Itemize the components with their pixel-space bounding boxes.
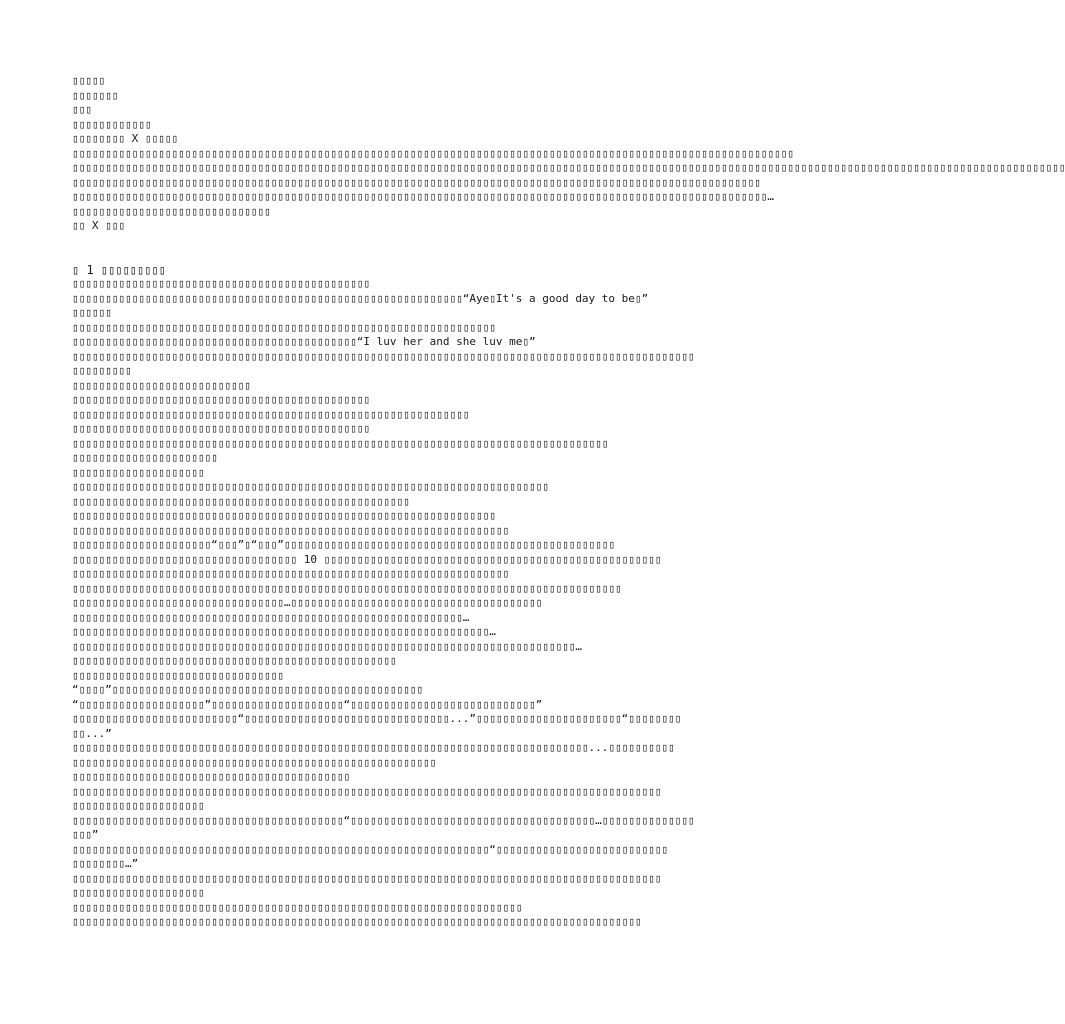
body-line: ▯▯▯▯▯▯▯▯▯▯▯▯▯▯▯▯▯▯▯▯▯▯▯▯▯▯▯▯▯▯▯▯▯▯▯▯▯▯▯▯▯▯▯▯▯▯▯▯▯▯▯▯▯▯▯▯▯▯▯▯▯▯▯▯▯▯ [72,567,510,580]
body-line: ▯▯▯▯▯▯▯▯▯▯▯▯▯▯▯▯▯▯▯▯▯▯▯▯▯▯▯▯▯▯▯▯▯▯▯▯▯▯▯▯▯▯▯“I luv her and she luv me▯” [72,335,536,348]
body-line: ▯▯▯▯▯▯▯▯▯▯▯▯▯▯▯▯▯▯▯▯▯▯▯▯▯▯▯▯▯▯▯▯▯▯▯▯▯▯▯▯▯▯▯▯▯▯▯▯▯▯▯▯▯▯▯▯▯▯▯▯▯▯▯▯▯▯▯▯▯▯▯▯▯▯▯▯▯▯▯▯▯▯▯▯▯▯▯▯▯ [72,784,662,798]
chapter-heading: ▯ 1 ▯▯▯▯▯▯▯▯▯ [72,262,166,277]
header-line: ▯▯▯▯▯ [72,74,106,87]
body-line: ▯▯▯▯▯▯▯▯▯▯▯▯▯▯▯▯▯▯▯▯▯▯▯▯▯▯▯▯▯▯▯▯▯▯▯▯▯▯▯▯▯▯▯▯▯▯▯▯▯▯▯▯▯▯▯▯▯▯▯▯▯▯▯“▯▯▯▯▯▯▯▯▯▯▯▯▯▯▯▯▯▯▯▯▯▯▯▯▯▯ [72,842,669,856]
body-line: ▯▯▯▯▯▯▯▯▯▯▯▯▯▯▯▯▯▯▯▯▯▯▯▯▯“▯▯▯▯▯▯▯▯▯▯▯▯▯▯▯▯▯▯▯▯▯▯▯▯▯▯▯▯▯▯▯...”▯▯▯▯▯▯▯▯▯▯▯▯▯▯▯▯▯▯▯▯▯▯“▯▯▯▯▯▯▯▯ [72,712,682,725]
body-line: ▯▯▯▯▯▯▯▯▯▯▯▯▯▯▯▯▯▯▯▯▯▯▯▯▯▯▯▯▯▯▯▯▯▯ 10 ▯▯▯▯▯▯▯▯▯▯▯▯▯▯▯▯▯▯▯▯▯▯▯▯▯▯▯▯▯▯▯▯▯▯▯▯▯▯▯▯▯▯▯▯▯▯▯▯▯▯▯ [72,552,662,566]
body-line: ▯▯▯▯▯▯▯▯▯▯▯▯▯▯▯▯▯▯▯▯▯▯▯▯▯▯▯▯▯▯▯▯▯▯▯▯▯▯▯▯▯▯▯▯▯▯▯▯▯▯▯▯▯▯▯▯▯▯▯▯▯▯▯▯ [72,509,496,522]
body-line: ▯▯▯▯▯▯▯▯▯▯▯▯▯▯▯▯▯▯▯▯▯▯▯▯▯▯▯▯▯▯▯▯▯▯▯▯▯▯▯▯▯▯▯▯▯▯▯▯▯▯▯▯▯▯▯▯▯▯▯“Aye▯It's a good day to be▯” [72,291,649,305]
header-line: ▯▯▯ [72,103,92,116]
body-line: ▯▯▯▯▯▯▯▯▯▯▯▯▯▯▯▯▯▯▯▯▯▯▯▯▯▯▯▯▯▯▯▯▯▯▯▯▯▯▯▯▯▯▯▯▯▯▯▯▯▯▯▯▯▯▯▯▯▯▯▯ [72,407,470,421]
header-line: ▯▯▯▯▯▯▯▯▯▯▯▯ [72,117,152,131]
body-line: ▯▯▯▯▯▯▯▯▯▯▯▯▯▯▯▯▯▯▯▯ [72,799,205,812]
body-line: ▯▯▯▯▯▯▯▯▯▯▯▯▯▯▯▯▯▯▯▯ [72,886,205,899]
body-line: ▯▯▯▯▯▯▯▯▯▯▯▯▯▯▯▯▯▯▯▯▯▯▯▯▯▯▯▯▯▯▯▯▯▯▯▯▯▯▯▯▯▯ [72,770,351,783]
body-line: ▯▯▯▯▯▯▯▯▯▯▯▯▯▯▯▯▯▯▯▯▯▯▯▯▯▯▯▯▯▯▯▯▯▯▯▯▯▯▯▯▯▯▯▯▯▯▯▯▯▯▯ [72,494,410,508]
header-line: ▯▯▯▯▯▯▯▯▯▯▯▯▯▯▯▯▯▯▯▯▯▯▯▯▯▯▯▯▯▯ [72,204,271,218]
body-line: ▯▯▯▯▯▯▯▯▯▯▯▯▯▯▯▯▯▯▯▯▯▯ [72,451,218,464]
body-line: ▯▯▯▯▯▯▯▯▯▯▯▯▯▯▯▯▯▯▯▯▯▯▯▯▯▯▯▯▯▯▯▯▯▯▯▯▯▯▯▯▯▯▯▯▯▯▯▯▯▯▯▯▯▯▯▯▯▯▯▯▯▯▯▯▯▯▯▯▯▯▯▯ [72,480,549,493]
body-line: ▯▯▯▯▯▯▯▯▯ [72,364,132,377]
body-line: ▯▯▯▯▯▯▯▯▯▯▯▯▯▯▯▯▯▯▯▯ [72,465,205,479]
body-line: ▯▯▯▯▯▯▯▯▯▯▯▯▯▯▯▯▯▯▯▯▯▯▯▯▯▯▯▯▯▯▯▯▯▯▯▯▯▯▯▯▯▯▯▯▯▯▯▯▯▯▯▯▯▯▯▯▯▯▯▯▯▯▯▯▯▯▯▯ [72,900,523,914]
body-line: ▯▯▯▯▯▯▯▯▯▯▯▯▯▯▯▯▯▯▯▯▯▯▯▯▯▯▯▯▯▯▯▯▯▯▯▯▯▯▯▯▯▯▯▯▯▯▯▯▯▯▯▯▯▯▯▯▯▯▯▯▯▯▯▯▯▯▯▯▯▯▯▯▯▯▯▯▯▯▯▯▯▯▯▯▯▯▯▯▯▯▯▯▯▯ [72,349,695,363]
body-line: ▯▯▯▯▯▯▯▯▯▯▯▯▯▯▯▯▯▯▯▯▯▯▯▯▯▯▯▯▯▯▯▯▯▯▯▯▯▯▯▯▯▯▯▯▯▯▯▯▯▯▯▯▯▯▯▯▯▯▯… [72,610,470,624]
header-line: ▯▯▯▯▯▯▯▯ X ▯▯▯▯▯ [72,132,178,145]
section-gap [72,234,712,263]
header-line: ▯▯▯▯▯▯▯▯▯▯▯▯▯▯▯▯▯▯▯▯▯▯▯▯▯▯▯▯▯▯▯▯▯▯▯▯▯▯▯▯▯▯▯▯▯▯▯▯▯▯▯▯▯▯▯▯▯▯▯▯▯▯▯▯▯▯▯▯▯▯▯▯▯▯▯▯▯▯▯▯▯▯▯▯▯▯▯▯▯▯▯▯▯▯▯▯▯▯▯▯▯▯▯▯▯▯▯▯▯ [72,146,794,160]
body-line: ▯▯▯▯▯▯▯▯…” [72,857,139,870]
body-line: ▯▯...” [72,726,112,740]
body-line: ▯▯▯” [72,828,99,841]
document-body [72,277,712,930]
header-line: ▯▯▯▯▯▯▯ [72,88,119,102]
header-line: ▯▯ X ▯▯▯ [72,219,125,232]
header-line: ▯▯▯▯▯▯▯▯▯▯▯▯▯▯▯▯▯▯▯▯▯▯▯▯▯▯▯▯▯▯▯▯▯▯▯▯▯▯▯▯▯▯▯▯▯▯▯▯▯▯▯▯▯▯▯▯▯▯▯▯▯▯▯▯▯▯▯▯▯▯▯▯▯▯▯▯▯▯▯▯▯▯▯▯▯▯▯▯▯▯▯▯▯▯▯▯▯▯▯▯▯▯▯▯▯… [72,190,774,203]
body-line: “▯▯▯▯”▯▯▯▯▯▯▯▯▯▯▯▯▯▯▯▯▯▯▯▯▯▯▯▯▯▯▯▯▯▯▯▯▯▯▯▯▯▯▯▯▯▯▯▯▯▯▯ [72,683,423,696]
body-line: ▯▯▯▯▯▯▯▯▯▯▯▯▯▯▯▯▯▯▯▯▯▯▯▯▯▯▯▯▯▯▯▯▯▯▯▯▯▯▯▯▯▯▯▯▯▯▯▯▯▯▯▯▯▯▯▯▯▯▯▯▯▯▯▯▯▯▯▯▯▯▯▯▯▯▯▯… [72,639,582,653]
header-line: ▯▯▯▯▯▯▯▯▯▯▯▯▯▯▯▯▯▯▯▯▯▯▯▯▯▯▯▯▯▯▯▯▯▯▯▯▯▯▯▯▯▯▯▯▯▯▯▯▯▯▯▯▯▯▯▯▯▯▯▯▯▯▯▯▯▯▯▯▯▯▯▯▯▯▯▯▯▯▯▯▯▯▯▯▯▯▯▯▯▯▯▯▯▯▯▯▯▯▯▯▯▯▯▯▯▯▯▯▯▯▯▯▯▯▯▯▯▯▯▯▯▯▯▯▯▯▯▯▯▯▯▯▯▯▯▯▯▯▯▯▯▯▯▯▯▯▯▯▯▯ [72,161,1065,174]
body-line: ▯▯▯▯▯▯▯▯▯▯▯▯▯▯▯▯▯▯▯▯▯▯▯▯▯▯▯▯▯▯▯▯▯▯▯▯▯▯▯▯▯▯▯▯▯ [72,422,371,435]
body-line: ▯▯▯▯▯▯▯▯▯▯▯▯▯▯▯▯▯▯▯▯▯▯▯▯▯▯▯▯▯▯▯▯▯▯▯▯▯▯▯▯▯▯▯▯▯▯▯▯▯▯▯▯▯▯▯▯▯▯▯▯▯▯▯▯▯▯▯▯▯▯▯▯▯▯▯▯▯▯...▯▯▯▯▯▯▯▯▯▯ [72,741,675,754]
body-line: ▯▯▯▯▯▯▯▯▯▯▯▯▯▯▯▯▯▯▯▯▯▯▯▯▯▯▯▯▯▯▯▯▯▯▯▯▯▯▯▯▯▯▯▯▯▯▯▯▯▯▯▯▯▯▯▯▯▯▯▯▯▯▯▯▯▯▯▯▯▯▯▯▯▯▯▯▯▯▯▯▯ [72,436,609,450]
body-line: ▯▯▯▯▯▯▯▯▯▯▯▯▯▯▯▯▯▯▯▯▯▯▯▯▯▯▯▯▯▯▯▯▯▯▯▯▯▯▯▯▯▯▯▯▯▯▯▯▯▯▯▯▯▯▯▯▯▯▯▯▯▯▯▯▯▯▯▯▯▯▯▯▯▯▯▯▯▯▯▯▯▯▯ [72,581,622,595]
body-line: ▯▯▯▯▯▯▯▯▯▯▯▯▯▯▯▯▯▯▯▯▯▯▯▯▯▯▯▯▯▯▯▯▯▯▯▯▯▯▯▯▯“▯▯▯▯▯▯▯▯▯▯▯▯▯▯▯▯▯▯▯▯▯▯▯▯▯▯▯▯▯▯▯▯▯▯▯▯▯…▯▯▯▯▯▯▯▯▯▯▯▯▯▯ [72,813,695,827]
body-line: ▯▯▯▯▯▯▯▯▯▯▯▯▯▯▯▯▯▯▯▯▯▯▯▯▯▯▯▯▯▯▯▯ [72,668,284,682]
body-line: ▯▯▯▯▯▯▯▯▯▯▯▯▯▯▯▯▯▯▯▯▯▯▯▯▯▯▯▯▯▯▯▯▯▯▯▯▯▯▯▯▯▯▯▯▯▯▯▯▯▯▯▯▯▯▯ [72,755,437,769]
body-line: ▯▯▯▯▯▯▯▯▯▯▯▯▯▯▯▯▯▯▯▯▯▯▯▯▯▯▯▯▯▯▯▯▯▯▯▯▯▯▯▯▯▯▯▯▯▯▯▯▯▯▯▯▯▯▯▯▯▯▯▯▯▯▯▯ [72,320,496,334]
body-line: ▯▯▯▯▯▯▯▯▯▯▯▯▯▯▯▯▯▯▯▯▯▯▯▯▯▯▯▯▯▯▯▯▯▯▯▯▯▯▯▯▯▯▯▯▯▯▯▯▯▯▯▯▯▯▯▯▯▯▯▯▯▯▯▯▯▯ [72,523,510,537]
document-page [72,74,1065,930]
body-line: ▯▯▯▯▯▯▯▯▯▯▯▯▯▯▯▯▯▯▯▯▯“▯▯▯”▯“▯▯▯”▯▯▯▯▯▯▯▯▯▯▯▯▯▯▯▯▯▯▯▯▯▯▯▯▯▯▯▯▯▯▯▯▯▯▯▯▯▯▯▯▯▯▯▯▯▯▯▯▯▯ [72,538,616,551]
body-line: ▯▯▯▯▯▯▯▯▯▯▯▯▯▯▯▯▯▯▯▯▯▯▯▯▯▯▯▯▯▯▯▯…▯▯▯▯▯▯▯▯▯▯▯▯▯▯▯▯▯▯▯▯▯▯▯▯▯▯▯▯▯▯▯▯▯▯▯▯▯▯ [72,596,543,609]
body-line: ▯▯▯▯▯▯▯▯▯▯▯▯▯▯▯▯▯▯▯▯▯▯▯▯▯▯▯▯▯▯▯▯▯▯▯▯▯▯▯▯▯▯▯▯▯▯▯▯▯▯▯▯▯▯▯▯▯▯▯▯▯▯▯▯▯▯▯▯▯▯▯▯▯▯▯▯▯▯▯▯▯▯▯▯▯▯▯▯▯ [72,871,662,885]
body-line: ▯▯▯▯▯▯▯▯▯▯▯▯▯▯▯▯▯▯▯▯▯▯▯▯▯▯▯▯▯▯▯▯▯▯▯▯▯▯▯▯▯▯▯▯▯ [72,277,371,290]
header-line: ▯▯▯▯▯▯▯▯▯▯▯▯▯▯▯▯▯▯▯▯▯▯▯▯▯▯▯▯▯▯▯▯▯▯▯▯▯▯▯▯▯▯▯▯▯▯▯▯▯▯▯▯▯▯▯▯▯▯▯▯▯▯▯▯▯▯▯▯▯▯▯▯▯▯▯▯▯▯▯▯▯▯▯▯▯▯▯▯▯▯▯▯▯▯▯▯▯▯▯▯▯▯▯▯ [72,175,761,189]
body-line: ▯▯▯▯▯▯▯▯▯▯▯▯▯▯▯▯▯▯▯▯▯▯▯▯▯▯▯ [72,378,251,392]
body-line: ▯▯▯▯▯▯▯▯▯▯▯▯▯▯▯▯▯▯▯▯▯▯▯▯▯▯▯▯▯▯▯▯▯▯▯▯▯▯▯▯▯▯▯▯▯ [72,393,371,406]
body-line: ▯▯▯▯▯▯▯▯▯▯▯▯▯▯▯▯▯▯▯▯▯▯▯▯▯▯▯▯▯▯▯▯▯▯▯▯▯▯▯▯▯▯▯▯▯▯▯▯▯▯▯▯▯▯▯▯▯▯▯▯▯▯▯… [72,625,496,638]
body-line: ▯▯▯▯▯▯▯▯▯▯▯▯▯▯▯▯▯▯▯▯▯▯▯▯▯▯▯▯▯▯▯▯▯▯▯▯▯▯▯▯▯▯▯▯▯▯▯▯▯▯▯▯▯▯▯▯▯▯▯▯▯▯▯▯▯▯▯▯▯▯▯▯▯▯▯▯▯▯▯▯▯▯▯▯▯▯ [72,915,642,928]
document-header [72,74,1065,234]
body-line: ▯▯▯▯▯▯ [72,306,112,319]
body-line: “▯▯▯▯▯▯▯▯▯▯▯▯▯▯▯▯▯▯▯”▯▯▯▯▯▯▯▯▯▯▯▯▯▯▯▯▯▯▯▯“▯▯▯▯▯▯▯▯▯▯▯▯▯▯▯▯▯▯▯▯▯▯▯▯▯▯▯▯” [72,697,543,711]
body-line: ▯▯▯▯▯▯▯▯▯▯▯▯▯▯▯▯▯▯▯▯▯▯▯▯▯▯▯▯▯▯▯▯▯▯▯▯▯▯▯▯▯▯▯▯▯▯▯▯▯ [72,654,397,667]
